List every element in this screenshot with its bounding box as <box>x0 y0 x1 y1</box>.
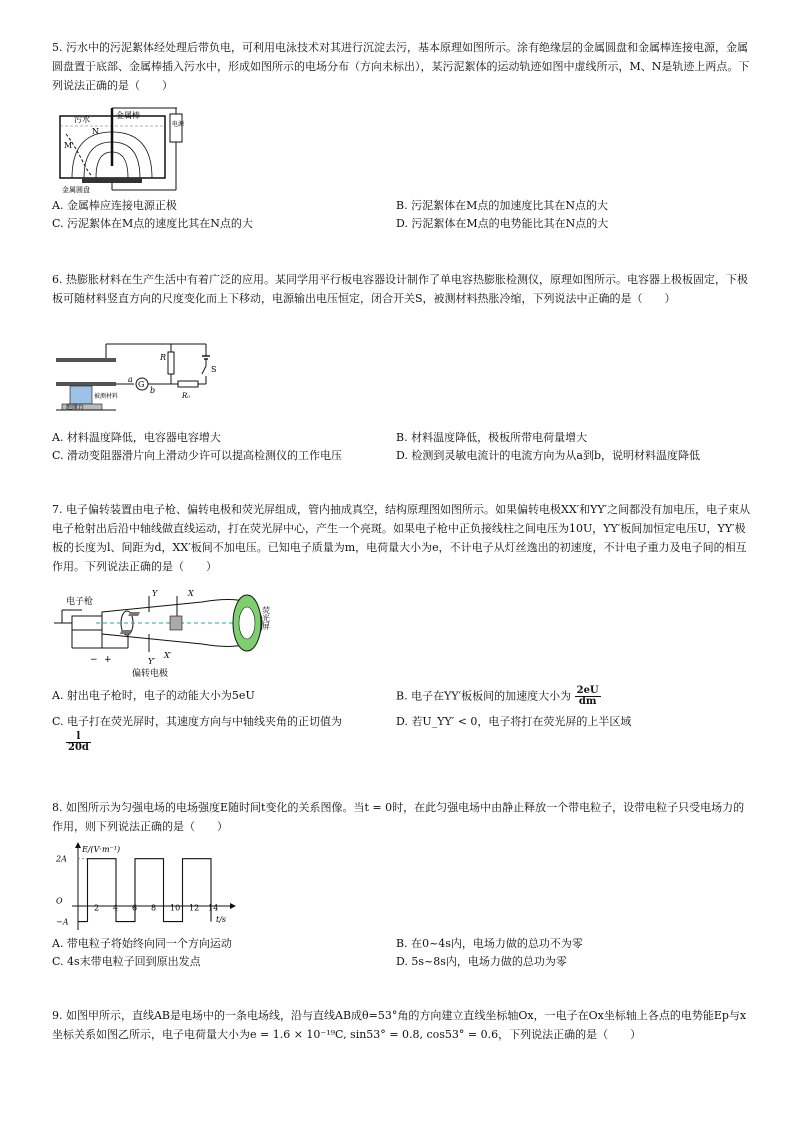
chart-x-tick-label: 10 <box>170 903 181 913</box>
q5-fig-label-yuanpan: 金属圆盘 <box>62 186 90 194</box>
q7-option-b-numerator: 2eU <box>576 685 599 696</box>
q7-fig-label-plus: + <box>104 655 112 665</box>
q7-option-c-denominator: 20d <box>68 742 89 753</box>
q6-option-a: A. 材料温度降低，电容器电容增大 <box>52 431 221 444</box>
q6-option-b: B. 材料温度降低，极板所带电荷量增大 <box>396 431 588 444</box>
q5-fig-label-jinshubang: 金属棒 <box>116 111 140 120</box>
q7-option-c-fraction <box>66 732 91 753</box>
q6-stem: 6. 热膨胀材料在生产生活中有着广泛的应用。某同学用平行板电容器设计制作了单电容热膨胀检测仪，原理如图所示。电容器上极板固定，下极板可随材料竖直方向的尺度变化而上下移动，电源输出电压恒定，闭合开关S，被测材料热胀冷缩，下列说法中正确的是（ ） <box>52 273 748 305</box>
chart-x-tick-label: 2 <box>94 903 100 913</box>
chart-xlabel: t/s <box>216 915 227 924</box>
q6-figure <box>56 336 226 416</box>
chart-x-tick-label: 8 <box>151 903 157 913</box>
q7-option-b-denominator: dm <box>578 696 597 707</box>
q8-option-a: A. 带电粒子将始终向同一个方向运动 <box>52 937 232 950</box>
q6-fig-label-material: 被测材料 <box>94 393 119 400</box>
q7-fig-label-plates: 偏转电极 <box>132 669 169 679</box>
q5-stem: 5. 污水中的污泥絮体经处理后带负电，可利用电泳技术对其进行沉淀去污，基本原理如图所示。涂有绝缘层的金属圆盘和金属棒连接电源，金属圆盘置于底部、金属棒插入污水中，形成如图所示的电场分布（方向未标出），某污泥絮体的运动轨迹如图中虚线所示，M、N是轨迹上两点。下列说法正确的是（ ） <box>52 41 750 92</box>
q7-fig-label-minus: − <box>90 655 98 665</box>
chart-x-tick-label: 14 <box>208 903 219 913</box>
q7-fig-label-gun: 电子枪 <box>66 597 94 607</box>
q7-stem: 7. 电子偏转装置由电子枪、偏转电极和荧光屏组成，管内抽成真空，结构原理图如图所示。如果偏转电极XX′和YY′之间都没有加电压，电子束从电子枪射出后沿中轴线做直线运动，打在荧光屏中心，产生一个亮斑。如果电子枪中正负接线柱之间电压为10U，YY′板间加恒定电压U，YY′极板的长度为l、间距为d，XX′板间不加电压。已知电子质量为m，电荷量大小为e，不计电子从灯丝逸出的初速度，不计电子重力及电子间的相互作用。下列说法正确的是（ ） <box>52 503 751 573</box>
chart-x-tick-label: 6 <box>132 903 138 913</box>
q6-fig-label-s: S <box>211 365 217 374</box>
q7-figure <box>52 582 282 682</box>
q5-figure <box>52 104 192 194</box>
q6-option-c: C. 滑动变阻器滑片向上滑动少许可以提高检测仪的工作电压 <box>52 449 343 462</box>
q5-option-c: C. 污泥絮体在M点的速度比其在N点的大 <box>52 217 253 230</box>
q7-fig-label-xp: X′ <box>164 651 172 660</box>
q7-option-a: A. 射出电子枪时，电子的动能大小为5eU <box>52 689 255 702</box>
q7-option-b-text: B. 电子在YY′板板间的加速度大小为 <box>396 689 572 703</box>
chart-x-tick-label: 4 <box>113 903 119 913</box>
q7-option-c: C. 电子打在荧光屏时，其速度方向与中轴线夹角的正切值为 <box>52 715 343 728</box>
q6-fig-label-g: G <box>138 380 145 389</box>
q6-fig-label-b: b <box>150 386 156 395</box>
chart-ylabel: E/(V·m⁻¹) <box>82 845 121 854</box>
q8-option-d: D. 5s~8s内，电场力做的总功为零 <box>396 955 567 968</box>
q7-fig-label-y: Y <box>152 589 158 598</box>
chart-x-tick-label: 12 <box>189 903 200 913</box>
q9-stem: 9. 如图甲所示，直线AB是电场中的一条电场线，沿与直线AB成θ=53°角的方向建立直线坐标轴Ox，一电子在Ox坐标轴上各点的电势能Ep与x坐标关系如图乙所示，电子电荷量大小为e = 1.6 × 10⁻¹⁹C, sin53° = 0.8, cos53° = 0.6，下列说法正确的是（ ） <box>52 1009 747 1041</box>
q8-option-c: C. 4s末带电粒子回到原出发点 <box>52 955 201 968</box>
q7-option-c-numerator: l <box>66 732 91 743</box>
q5-option-b: B. 污泥絮体在M点的加速度比其在N点的大 <box>396 199 608 212</box>
q6-option-d: D. 检测到灵敏电流计的电流方向为从a到b，说明材料温度降低 <box>396 449 701 462</box>
q5-fig-label-m: M <box>64 141 73 150</box>
q8-chart <box>52 840 242 936</box>
q5-option-d: D. 污泥絮体在M点的电势能比其在N点的大 <box>396 217 609 230</box>
q7-fig-label-yp: Y′ <box>148 657 156 666</box>
q8-option-b: B. 在0~4s内，电场力做的总功不为零 <box>396 937 583 950</box>
chart-y-tick-label: O <box>56 896 63 906</box>
q5-fig-label-wushui: 污水 <box>74 115 90 124</box>
q7-option-b-fraction <box>575 686 601 707</box>
q6-fig-label-base: 绝缘台 <box>66 404 85 411</box>
q7-fig-label-x: X <box>188 589 194 598</box>
q5-option-a: A. 金属棒应连接电源正极 <box>52 199 177 212</box>
q7-fig-label-screen: 荧光屏 <box>261 606 271 630</box>
chart-y-tick-label: −A <box>56 917 69 927</box>
q6-fig-label-r0: R₀ <box>182 392 191 400</box>
q7-option-b <box>396 686 601 707</box>
q7-option-d: D. 若U_YY′ < 0，电子将打在荧光屏的上半区域 <box>396 715 632 728</box>
chart-y-tick-label: 2A <box>56 854 67 864</box>
q5-fig-label-n: N <box>92 127 99 136</box>
chart-y-ticks <box>55 855 69 927</box>
q6-fig-label-a: a <box>128 375 133 384</box>
chart-x-ticks <box>94 904 218 913</box>
q6-fig-label-r: R <box>160 353 167 362</box>
q8-stem: 8. 如图所示为匀强电场的电场强度E随时间t变化的关系图像。当t = 0时，在此匀强电场中由静止释放一个带电粒子，设带电粒子只受电场力的作用，则下列说法正确的是（ ） <box>52 801 745 833</box>
q5-fig-label-dianyuan: 电源 <box>172 121 185 128</box>
